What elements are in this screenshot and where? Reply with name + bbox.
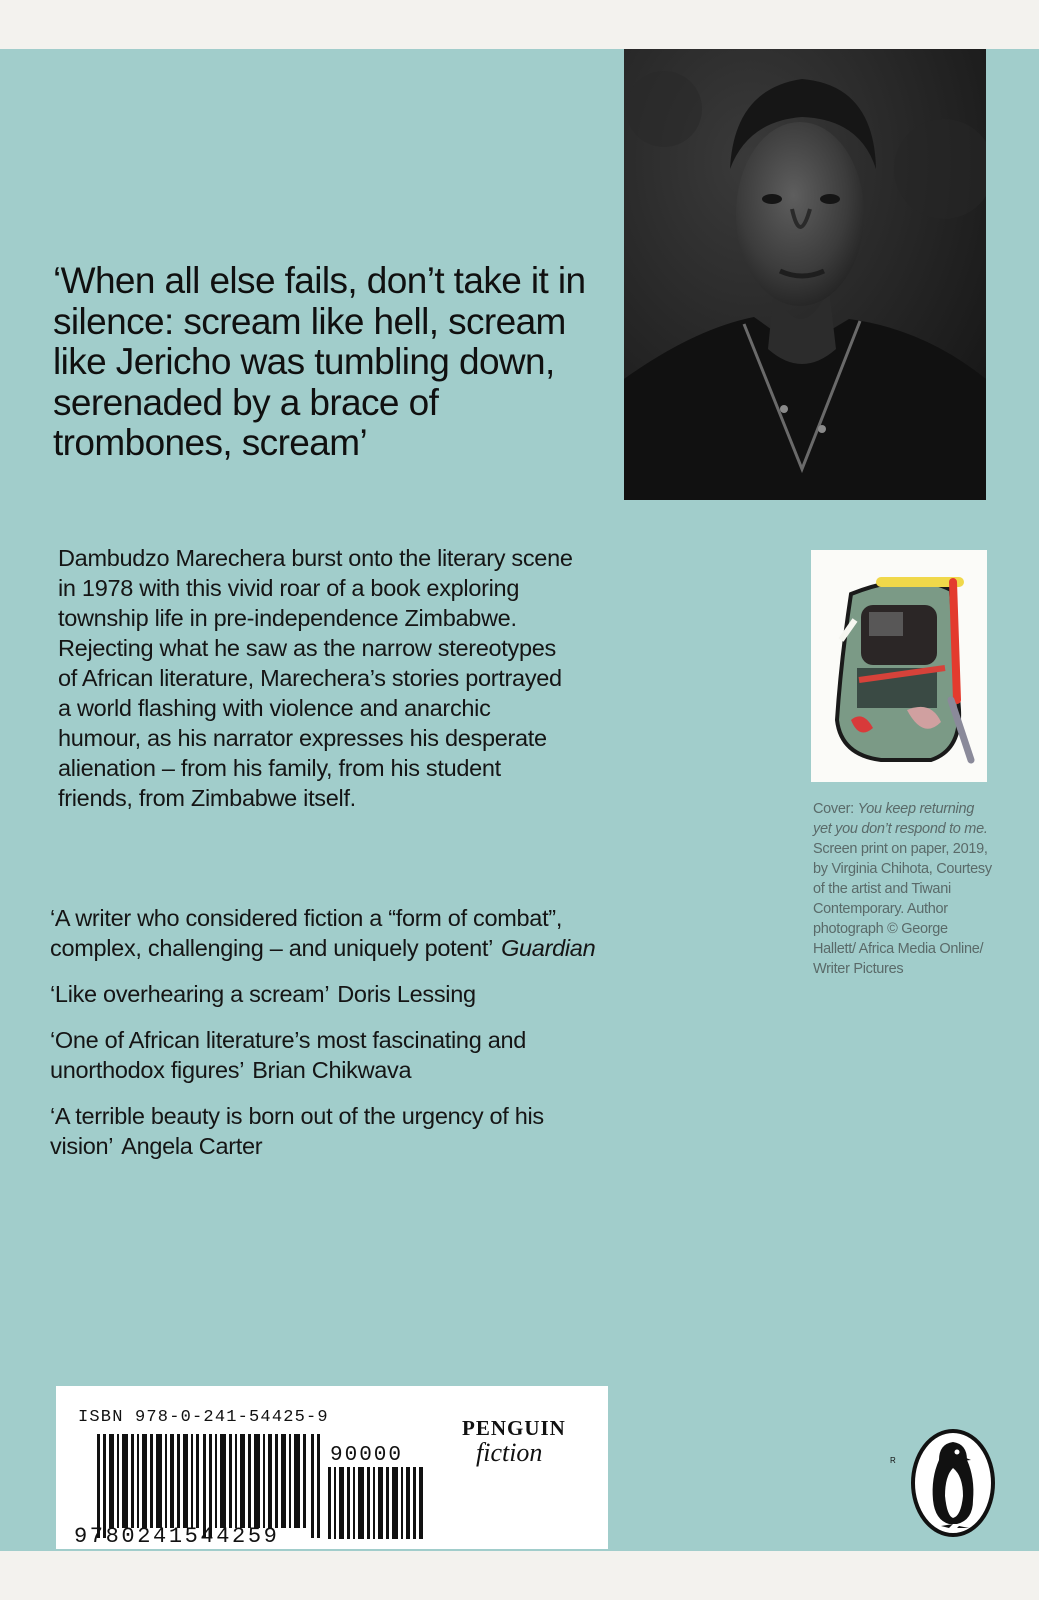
- quote-source: Doris Lessing: [337, 981, 476, 1007]
- penguin-logo-icon: [909, 1428, 997, 1538]
- quote-source: Guardian: [501, 935, 596, 961]
- author-photograph: [624, 49, 986, 500]
- quote-source: Angela Carter: [121, 1133, 263, 1159]
- back-cover: [0, 49, 1039, 1551]
- imprint-line: fiction: [476, 1438, 543, 1467]
- quote-text: ‘A terrible beauty is born out of the urgency of his vision’: [50, 1103, 544, 1159]
- ean-barcode: [97, 1434, 321, 1538]
- quote-source: Brian Chikwava: [252, 1057, 412, 1083]
- review-quote: [50, 979, 610, 1009]
- credits-prefix: Cover:: [813, 801, 858, 817]
- book-description: Dambudzo Marechera burst onto the literary scene in 1978 with this vivid roar of a book exploring township life in pre-independence Zimbabwe. Rejecting what he saw as the narrow stereotypes of African literature, Marechera’s stories portrayed a world flashing with violence and anarchic humour, as his narrator expresses his desperate alienation – from his family, from his student friends, from Zimbabwe itself.: [58, 545, 573, 811]
- review-quote: [50, 903, 610, 963]
- review-quote: [50, 1101, 610, 1161]
- credits-details: Screen print on paper, 2019, by Virginia Chihota, Courtesy of the artist and Tiwani Contemporary. Author photograph © George Hallett/ Africa Media Online/ Writer Pictures: [813, 841, 992, 977]
- review-quote: [50, 1025, 610, 1085]
- quote-text: ‘One of African literature’s most fascinating and unorthodox figures’: [50, 1027, 527, 1083]
- ean-digits: 9780241544259: [74, 1524, 280, 1549]
- credits-artwork-title: You keep returning yet you don’t respond to me.: [813, 801, 988, 837]
- imprint-brand: PENGUIN: [462, 1416, 566, 1440]
- registered-mark: R: [890, 1456, 896, 1465]
- isbn-label: ISBN 978-0-241-54425-9: [78, 1408, 329, 1427]
- quote-text: ‘A writer who considered fiction a “form of combat”, complex, challenging – and uniquely potent’: [50, 905, 563, 961]
- quote-text: ‘Like overhearing a scream’: [50, 981, 330, 1007]
- cover-credits: [813, 799, 993, 979]
- addon-barcode: [328, 1467, 424, 1539]
- headline-quote: ‘When all else fails, don’t take it in silence: scream like hell, scream like Jericho was tumbling down, serenaded by a brace of trombones, scream’: [53, 260, 586, 463]
- price-code: 90000: [330, 1444, 404, 1467]
- cover-artwork-thumbnail: [811, 550, 987, 782]
- review-quotes: [50, 903, 610, 1177]
- barcode-panel: [56, 1386, 608, 1549]
